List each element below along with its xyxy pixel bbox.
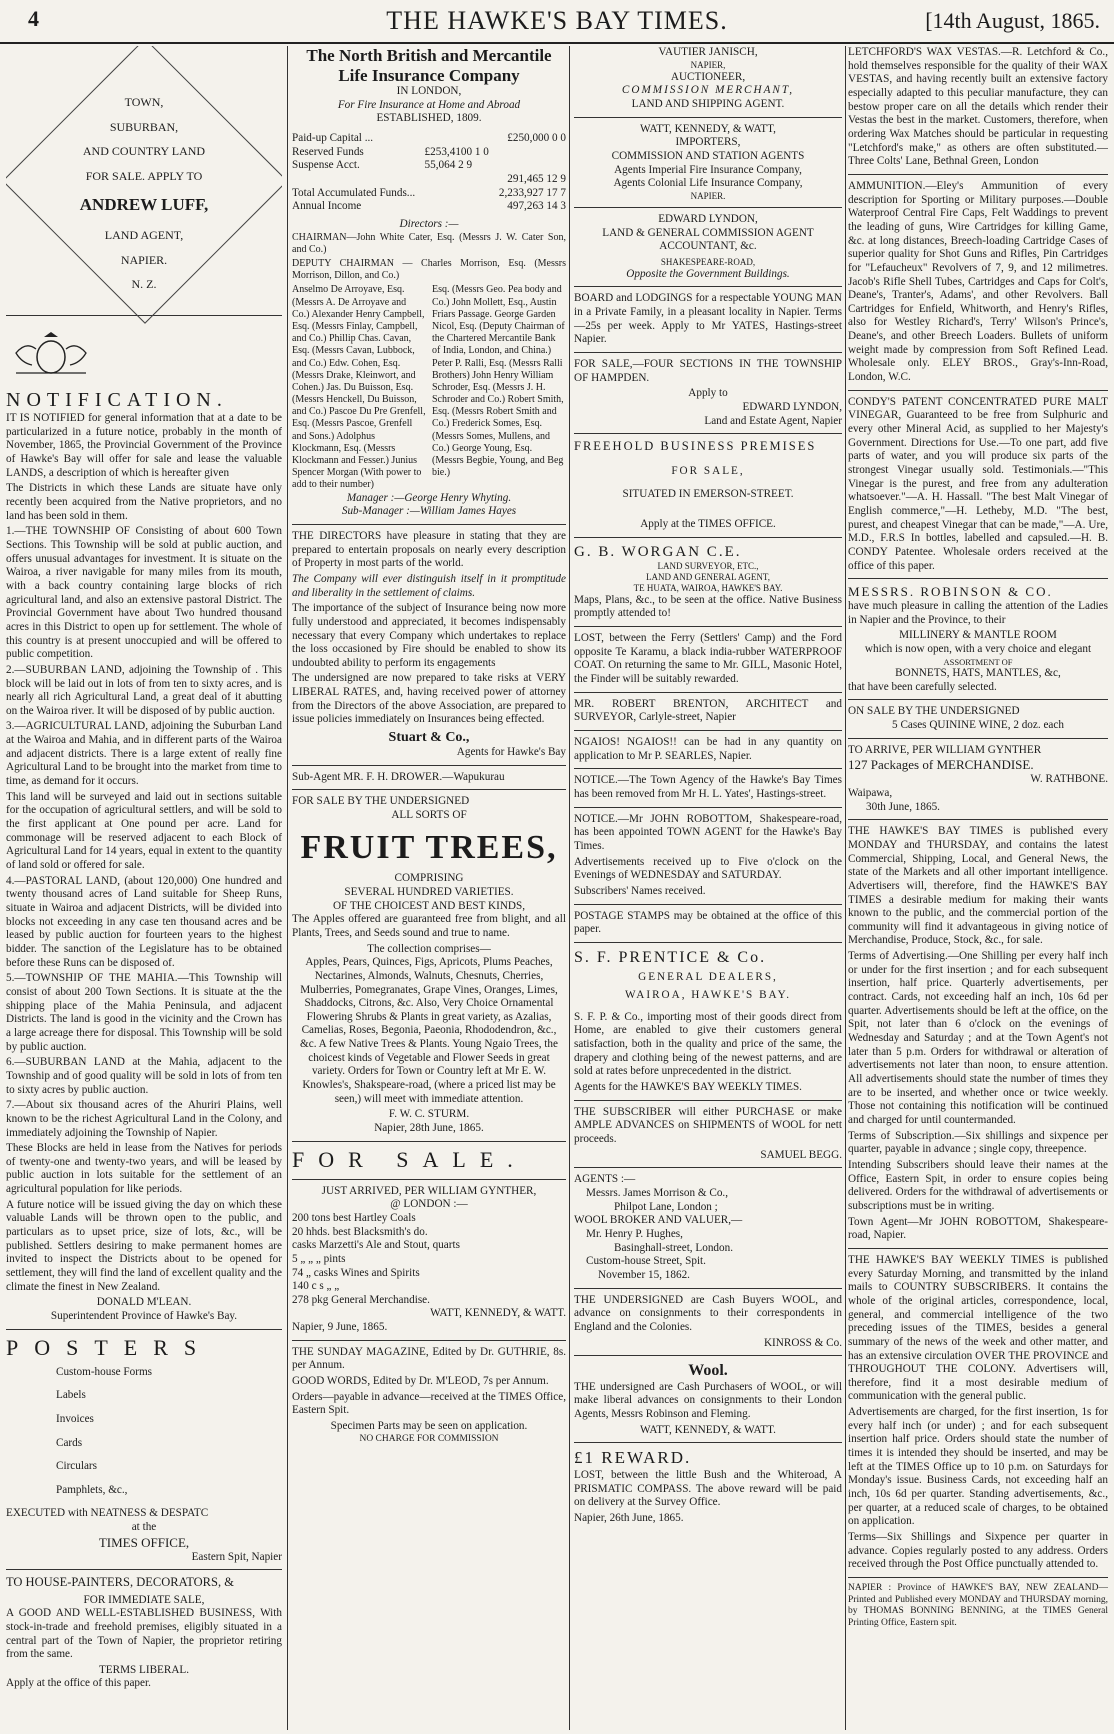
fruit-collection: The collection comprises— [367,942,491,955]
quinine-header: ON SALE BY THE UNDERSIGNED [848,705,1020,718]
royal-crest-icon [6,331,96,377]
goods-signature: WATT, KENNEDY, & WATT. [430,1307,566,1320]
posters-executed: EXECUTED with NEATNESS & DESPATC [6,1507,209,1520]
list-item: Philpot Lane, London ; [614,1200,718,1213]
notice-advertisements: Advertisements received up to Five o'clock on the Evenings of WEDNESDAY and SATURDAY. [574,855,842,882]
house-painters-title: TO HOUSE-PAINTERS, DECORATORS, & [6,1575,234,1590]
fruit-best: OF THE CHOICEST AND BEST KINDS, [332,899,526,912]
ad-line: LAND AND GENERAL AGENT, [646,571,770,582]
posters-title: POSTERS [6,1334,213,1360]
list-item: Pamphlets, &c., [56,1483,128,1496]
ad-line: NAPIER. [120,252,168,267]
list-item: Labels [56,1389,86,1402]
land-sale-text [9,90,279,297]
masthead [0,0,1114,44]
stuart-name: Stuart & Co., [388,730,470,746]
insurance-city: IN LONDON, [396,85,462,98]
begg-signature: SAMUEL BEGG. [760,1148,842,1161]
fruit-several: SEVERAL HUNDRED VARIETIES. [344,885,514,898]
column-rule [287,46,288,1730]
table-row: Reserved Funds £253,4100 1 0 [292,145,489,158]
list-item: Circulars [56,1460,98,1473]
fruit-comprising: COMPRISING [394,872,464,885]
ad-line: IMPORTERS, [675,136,741,149]
ad-line: SUBURBAN, [109,119,179,134]
list-item: Basinghall-street, London. [614,1241,733,1254]
ad-line: VAUTIER JANISCH, [658,46,758,58]
insurance-title: The North British and Mercantile Life Insurance Company [306,46,552,85]
company-note: The Company will ever distinguish itself in it promptitude and liberality in the settlement of claims. [292,572,566,599]
prentice-text: S. F. P. & Co., importing most of their goods direct from Home, are enabled to give their customers general satisfaction, both in the quality and price of the same, the drapery and clothing being of the newest patterns, and are sold at rates before unprecedented in the district. [574,1010,842,1078]
land-sale-ad [9,50,279,310]
list-item: Mr. Henry P. Hughes, [586,1227,683,1240]
list-item: Invoices [56,1412,94,1425]
list-item: 200 tons best Hartley Coals [292,1211,416,1224]
terms-advertising: Terms of Advertising.—One Shilling per every half inch or under for the first insertion ; and for each subsequent insertion, half price. Quarterly advertisements, per contract. Cards, not exceeding half an inch, 10s 6d per quarter. Advertisements should be left at the office, on the Spit, not later than 6 o'clock on the evenings of Wednesday and Saturday ; and at the Town Agent's not later than 5 p.m. Orders for withdrawal or alteration of advertisements not later than noon, to ensure attention. All advertisements should state the number of times they are to be inserted, and whether once or twice weekly. Those not containing this notification will be continued and charged for until countermanded. [848,950,1108,1127]
posters-address: Eastern Spit, Napier [191,1550,282,1563]
postage-stamps: POSTAGE STAMPS may be obtained at the office of this paper. [574,909,842,936]
weekly-advertisements: Advertisements are charged, for the first insertion, 1s for every half inch (or under) ; and for each subsequent insertion half price. Orders should state the number of times it is intended they should be inserted, and may be left at the TIMES Office up to 10 p.m. on Saturdays for Monday's issue. Business Cards, not exceeding half an inch, 10s 6d per quarter. Standing advertisements, &c., per quarter, at a reduced scale of charges, to be obtained on application. [848,1406,1108,1528]
ad-line: Opposite the Government Buildings. [626,267,790,280]
ad-line: LAND & GENERAL COMMISSION AGENT [602,226,814,239]
waipawa: Waipawa, [848,786,893,799]
chairman: CHAIRMAN—John White Cater, Esq. (Messrs J. W. Cater Son, and Co.) [292,231,566,255]
ad-line: COMMISSION AND STATION AGENTS [611,149,805,162]
table-row: Total Accumulated Funds... 2,233,927 17 7 [292,186,566,199]
directors-right: Esq. (Messrs Geo. Pea body and Co.) John Mollett, Esq., Austin Friars Passage. George Garden Nicol, Esq. (Deputy Chairman of the Chartered Mercantile Bank of India, London, and China.) Peter P. Ralli, Esq. (Messrs Ralli Brothers) John Henry William Schroder, Esq. (Messrs J. H. Schroder and Co.) Robert Smith, Esq. (Messrs Robert Smith and Co.) Frederick Somes, Esq. (Messrs Somes, Mullens, and Co.) George Young, Esq. (Messrs Begbie, Young, and Beg bie.) [432,284,565,479]
notice-robottom: NOTICE.—Mr JOHN ROBOTTOM, Shakespeare-road, has been appointed TOWN AGENT for the Hawke's Bay Times. [574,812,842,852]
paragraph: The Districts in which these Lands are situate have only recently been acquired from the Native proprietors, and no land has been sold in them. [6,482,282,522]
robinson-open: which is now open, with a very choice and elegant [864,643,1092,656]
worgan-details [574,561,842,594]
table-row: Paid-up Capital ... £250,000 0 0 [292,132,566,145]
column-2 [292,46,566,1730]
house-terms: TERMS LIBERAL. [98,1663,190,1676]
ad-line: LAND AND SHIPPING AGENT. [631,97,785,110]
freehold-situated: SITUATED IN EMERSON-STREET. [622,488,794,501]
paragraph: 6.—SUBURBAN LAND at the Mahia, adjacent to the Township and of good quality will be sold in lots of from ten to sixty acres by public auction. [6,1056,282,1096]
prentice-agents: Agents for the HAWKE'S BAY WEEKLY TIMES. [574,1081,802,1093]
ad-line: TOWN, [124,95,164,109]
deputy-chairman: DEPUTY CHAIRMAN — Charles Morrison, Esq. (Messrs Morrison, Dillon, and Co.) [292,258,566,282]
freehold-title: FREEHOLD BUSINESS PREMISES [574,439,817,454]
list-item: 278 pkg General Merchandise. [292,1293,430,1306]
table-row: Suspense Acct. 55,064 2 9 [292,159,473,172]
notice-subscribers: Subscribers' Names received. [574,884,706,897]
posters-list [6,1366,282,1498]
for-sale-title: FOR SALE. [292,1146,527,1172]
ammunition-ad: AMMUNITION.—Eley's Ammunition of every description for Sporting or Military purposes.—Double Waterproof Central Fire Caps, Felt Waddings to prevent the leading of guns, Wire Cartridges for killing Game, &c. at long distances, Breech-loading Cartridge Cases of superior quality for Shot Guns and Rifles, Pin Cartridges for "Lefaucheux" Revolvers of 7, 9, and 12 milimetres. Jacob's Rifle Shell Tubes, Cartridges and Caps for Colt's, Deane's, Tranter's, Adams', and other Revolvers. Ball Cartridges for Enfield, Whitworth, and Henry's Rifles, also for Westley Richard's, Terry' Wilson's Prince's, Deane's, and other Breech Loaders. Bullets of uniform weight made by compression from Soft Refined Lead. Wholesale only. ELEY BROS., Gray's-Inn-Road, London, W.C. [848,179,1108,384]
hampden-apply: Apply to [688,387,728,400]
no-charge: NO CHARGE FOR COMMISSION [359,1433,499,1444]
london-header: @ LONDON :— [390,1198,468,1211]
ad-line: FOR SALE. APPLY TO [85,168,203,183]
column-3 [574,46,842,1730]
letchford-ad: LETCHFORD'S WAX VESTAS.—R. Letchford & Co., hold themselves responsible for the quality of their WAX VESTAS, and having recently built an extensive factory especially adapted to this peculiar manufacture, they can bestow proper care on all the details which render their Vestas the best in the market. Customers, therefore, when ordering Wax Matches should be particular in requesting "Letchford's make," as others are often substituted.—Three Colts' Lane, Bethnal Green, London [848,46,1108,168]
directors-left: Anselmo De Arroyave, Esq. (Messrs A. De Arroyave and Co.) Alexander Henry Campbell, Esq. (Messrs Finlay, Campbell, and Co.) Phillip Chas. Cavan, Esq. (Messrs Cavan, Lubbock, and Co.) Edw. Cohen, Esq. (Messrs Drake, Kleinwort, and Cohen.) Jas. Du Buisson, Esq. (Messrs Henckell, Du Buisson, and Co.) Pascoe Du Pre Grenfell, Esq. (Messrs Pascoe, Grenfell and Sons.) Adolphus Klockmann, Esq. (Messrs Klockmann and Fesser.) Junius Spencer Morgan (With power to add to their number) [292,284,426,491]
wool-text: THE undersigned are Cash Purchasers of WOOL, or will make liberal advances on consignments to their London Agents, Messrs Robinson and Fleming. [574,1380,842,1420]
list-item: 140 c s „ „ [292,1280,340,1293]
goods-list [292,1212,566,1308]
list-item: Custom-house Forms [56,1365,153,1378]
paragraph: 3.—AGRICULTURAL LAND, adjoining the Suburban Land at the Wairoa and Mahia, and in different parts of the Wairoa and adjacent districts. There is a large extent of really fine Agricultural Land to be brought into the market from time to time, as demand for it occurs. [6,720,282,788]
ad-line: AND COUNTRY LAND [82,144,206,159]
list-item: 74 „ casks Wines and Spirits [292,1266,420,1279]
weekly-times: THE HAWKE'S BAY WEEKLY TIMES is published every Saturday Morning, and transmitted by the inland mails to COUNTRY SUBSCRIBERS. It contains the whole of the original articles, correspondence, local, general, and commercial intelligence of the two preceding issues of the TIMES, besides a general summary of the news of the week and other matter, and has an extensive circulation OVER THE PROVINCE and THROUGHOUT THE COLONY. Advertisers will, therefore, find it a most desirable medium of communication with the general public. [848,1253,1108,1403]
lost-coat: LOST, between the Ferry (Settlers' Camp) and the Ford opposite Te Karamu, a black india-rubber WATERPROOF COAT. On returning the same to Mr. GILL, Masonic Hotel, the Finder will be suitably rewarded. [574,632,842,686]
column-1 [6,46,282,1730]
column-4 [848,46,1108,1730]
notification-body [6,412,282,1294]
paragraph: 5.—TOWNSHIP OF THE MAHIA.—This Township will consist of about 200 Town Sections. It is situate at the the shipping place of the Mahia Peninsula, and adjacent Districts. The land is good in the vicinity and the Crown has a large acreage there for disposal. This Township will be sold by public auction. [6,972,282,1053]
hampden-signature-title: Land and Estate Agent, Napier [704,414,842,427]
issue-date: [14th August, 1865. [925,8,1100,33]
house-sale: FOR IMMEDIATE SALE, [83,1593,205,1606]
insurance-established: ESTABLISHED, 1809. [376,112,482,125]
prentice-title: S. F. PRENTICE & Co. [574,948,767,966]
worgan-name: G. B. WORGAN C.E. [574,543,742,560]
list-item: 20 hhds. best Blacksmith's do. [292,1225,428,1238]
column-rule [845,46,846,1730]
weekly-terms: Terms—Six Shillings and Sixpence per quarter in advance. Copies regularly posted to any address. Orders received through the Post Office punctually attended to. [848,1531,1108,1571]
paragraph: This land will be surveyed and laid out in sections suitable for the occupation of agricultural settlers, and will be sold to the first applicant at One pound per acre. Land for commonage will be reserved adjacent to each Block of Agricultural Land for 14 years, equal in extent to the quantity of land sold or offered for sale. [6,790,282,872]
reward-text: LOST, between the little Bush and the Whiteroad, A PRISMATIC COMPASS. The above reward will be paid on delivery at the Survey Office. [574,1469,842,1509]
lyndon-ad [574,213,842,282]
ad-line: NAPIER. [690,190,726,201]
signature-title: Superintendent Province of Hawke's Bay. [50,1310,238,1323]
table-row: Annual Income 497,263 14 3 [292,200,566,213]
fruit-list: Apples, Pears, Quinces, Figs, Apricots, Plums Peaches, Nectarines, Almonds, Walnuts, Chesnuts, Cherries, Mulberries, Pomegranates, Grape Vines, Oranges, Limes, Shaddocks, Citrons, &c. Also, Very Choice Ornamental Flowering Shrubs & Plants in great variety, as Azalias, Camelias, Roses, Begonia, Paeonia, Rhododendron, &c., &c. A few Native Trees & Plants. Young Ngaio Trees, the choicest kinds of Vegetable and Flower Seeds in great variety. Orders for Town or Country left at Mr E. W. Knowles's, Shakspeare-road, (where a priced list may be seen,) will meet with immediate attention. [300,956,558,1105]
fruit-date: Napier, 28th June, 1865. [374,1122,484,1135]
paragraph: A future notice will be issued giving the day on which these valuable Lands will be thrown open to the public, and particulars as to upset price, size of lots, &c., will be published. Settlers desiring to make permanent homes are invited to inspect the Districts about to be opened for settlement, they will find the land of excellent quality and the climate the finest in New Zealand. [6,1198,282,1293]
condy-ad: CONDY'S PATENT CONCENTRATED PURE MALT VINEGAR, Guaranteed to be free from Sulphuric and every other Mineral Acid, as supplied to her Majesty's Government. Directions for Use.—To one part, add five parts of water, and you will produce six parts of the strongest Vinegar usually sold. Testimonials.—"This Vinegar is the purest, and free from any adulteration whatsoever."—A. H. Hassall. "The best Malt Vinegar of English commerce,"—H. Letheby, M.D. "The best, purest, and cheapest Vinegar that can be made,"—A. Ure, M.D., F.R.S In bottles, labelled and capsuled.—H. B. CONDY Patentee. Wholesale orders received at the office of this paper. [848,395,1108,572]
paragraph: 7.—About six thousand acres of the Ahuriri Plains, well known to be the richest Agricultural Land in the Colony, and immediately adjoining the Township of Napier. [6,1099,282,1139]
insurance-tagline: For Fire Insurance at Home and Abroad [337,98,521,111]
board-lodgings: BOARD and LODGINGS for a respectable YOUNG MAN in a Private Family, in a pleasant locality in Napier. Terms—25s per week. Apply to Mr YATES, Hastings-street Napier. [574,292,842,346]
robinson-selected: that have been carefully selected. [848,680,997,693]
good-words: GOOD WORDS, Edited by Dr. M'LEOD, 7s per Annum. [292,1375,549,1388]
paragraph: These Blocks are held in lease from the Natives for periods of twenty-one and twenty-two years, and will be leased by public auction in lots suitable for the settlement of an agricultural population for like periods. [6,1142,282,1196]
hampden-signature: EDWARD LYNDON, [742,401,842,414]
importance-text: The importance of the subject of Insurance being now more fully understood and appreciated, it becomes indispensably necessary that every Company which undertakes to replace the loss occasioned by Fire should be enabled to show its undoubted ability to perform its engagements [292,602,566,669]
page-number: 4 [28,6,39,31]
goods-date: Napier, 9 June, 1865. [292,1321,388,1334]
ad-line: ACCOUNTANT, &c. [659,240,757,253]
notification-title: NOTIFICATION. [6,388,228,411]
imprint: NAPIER : Province of HAWKE'S BAY, NEW ZEALAND—Printed and Published every MONDAY and THURSDAY morning, by THOMAS BONNING BENNING, at the TIMES General Printing Office, Eastern spit. [848,1583,1108,1628]
paragraph: 4.—PASTORAL LAND, (about 120,000) One hundred and twenty thousand acres of Land suitable for Sheep Runs, situate in Wairoa and adjacent Districts, will be divided into blocks not exceeding in any case ten thousand acres and be leased by public auction for fourteen years to the highest bidder. The sanction of the Legislature has to be obtained before these Runs can be disposed of. [6,874,282,969]
list-item: Messrs. James Morrison & Co., [586,1186,729,1199]
fruit-all: ALL SORTS OF [391,809,467,822]
kinross-signature: KINROSS & Co. [763,1336,842,1349]
table-row: 291,465 12 9 [507,173,566,186]
rathbone-signature: W. RATHBONE. [1030,773,1108,786]
ad-name: ANDREW LUFF, [79,195,209,215]
robinson-room: MILLINERY & MANTLE ROOM [899,629,1057,642]
janisch-ad [574,46,842,112]
ad-line: LAND SURVEYOR, ETC., [657,560,759,571]
ad-line: N. Z. [131,277,157,292]
wool-title: Wool. [688,1362,728,1380]
paragraph: 2.—SUBURBAN LAND, adjoining the Township of . This block will be laid out in lots of from ten to sixty acres, and is nearly all rich Agricultural Land, a great deal of it abutting on the Wairoa river. It will be disposed of by public auction. [6,663,282,717]
prentice-dealers: GENERAL DEALERS, [638,971,778,984]
house-description: A GOOD AND WELL-ESTABLISHED BUSINESS, With stock-in-trade and freehold premises, eligibly situated in a central part of the Town of Napier, the proprietor retiring from the same. [6,1607,282,1661]
ad-line: Agents Colonial Life Insurance Company, [613,177,803,190]
list-item: Cards [56,1436,83,1449]
directors-list [292,284,566,491]
list-item: Custom-house Street, Spit. [586,1255,706,1268]
house-apply: Apply at the office of this paper. [6,1677,151,1690]
sub-agent: Sub-Agent MR. F. H. DROWER.—Wapukurau [292,770,505,783]
arrive-text: 127 Packages of MERCHANDISE. [848,757,1034,773]
orders-text: Orders—payable in advance—received at the TIMES Office, Eastern Spit. [292,1390,566,1417]
ad-line: AUCTIONEER, [670,70,746,83]
robinson-title: MESSRS. ROBINSON & CO. [848,584,1053,600]
ad-line: LAND AGENT, [104,228,184,243]
freehold-apply: Apply at the TIMES OFFICE. [640,517,776,530]
column-rule [569,46,570,1730]
directors-heading: Directors :— [399,218,459,230]
prentice-place: WAIROA, HAWKE'S BAY. [624,989,792,1002]
newspaper-title: THE HAWKE'S BAY TIMES. [386,6,728,35]
ngaios-ad: NGAIOS! NGAIOS!! can be had in any quantity on application to Mr P. SEARLES, Napier. [574,736,842,762]
fruit-signature: F. W. C. STURM. [388,1108,470,1121]
freehold-sale: FOR SALE, [671,464,745,477]
ad-line: NAPIER, [690,59,726,70]
paragraph: IT IS NOTIFIED for general information that at a date to be particularized in a future notice, probably in the month of November, 1865, the Provincial Government of the Province of Hawke's Bay will offer for sale and lease the valuable LANDS, a description of which is hereafter given [6,412,282,479]
list-item: casks Marzetti's Ale and Stout, quarts [292,1239,460,1252]
notice-agency: NOTICE.—The Town Agency of the Hawke's Bay Times has been removed from Mr H. L. Yates', Hastings-street. [574,774,842,800]
kinross-ad: THE UNDERSIGNED are Cash Buyers WOOL, and advance on consignments to their correspondents in England and the Colonies. [574,1293,842,1333]
posters-at: at the [131,1521,157,1534]
manager: Manager :—George Henry Whyting. [346,491,512,504]
financial-table [292,132,566,214]
watt-ad [574,123,842,202]
times-description: THE HAWKE'S BAY TIMES is published every MONDAY and THURSDAY, and contains the latest Commercial, Shipping, Local, and General News, the state of the Markets and all other important intelligence. Advertisers will, therefore, find the HAWKE'S BAY TIMES a desirable medium for making their wants known to the public, and the commercial portion of the community will find it advantageous in giving notice of Merchandise, Produce, Stock, &c., for sale. [848,825,1108,947]
list-item: November 15, 1862. [598,1268,690,1281]
list-item: 5 „ „ „ pints [292,1252,346,1265]
ad-line: TE HUATA, WAIROA, HAWKE'S BAY. [633,582,783,593]
hampden-sale: FOR SALE,—FOUR SECTIONS IN THE TOWNSHIP OF HAMPDEN. [574,358,842,384]
robinson-text: have much pleasure in calling the attention of the Ladies in Napier and the Province, to their [848,600,1108,626]
paragraph: 1.—THE TOWNSHIP OF Consisting of about 600 Town Sections. This Township will be sold at public auction, and offers unusual advantages for investment. It is situate on the Wairoa, a river navigable for many miles from its mouth, with a back country containing large blocks of rich agricultural land, and also an extensive pastoral District. The Provincial Government have about Two hundred thousand acres in this District to open up for settlement. The whole of this country is at present unoccupied and will be offered to public competition. [6,525,282,661]
intending-subscribers: Intending Subscribers should leave their names at the Office, Eastern Spit, in order to ensure copies being delivered. Orders for the withdrawal of advertisements or subscriptions must be in writing. [848,1158,1108,1212]
fruit-guarantee: The Apples offered are guaranteed free from blight, and all Plants, Trees, and Seeds sound and true to name. [292,913,566,939]
brenton-ad: MR. ROBERT BRENTON, ARCHITECT and SURVEYOR, Carlyle-street, Napier [574,697,842,724]
ad-line: COMMISSION MERCHANT, [621,84,795,97]
sunday-magazine: THE SUNDAY MAGAZINE, Edited by Dr. GUTHRIE, 8s. per Annum. [292,1345,566,1372]
arrive-header: TO ARRIVE, PER WILLIAM GYNTHER [848,743,1042,756]
wool-signature: WATT, KENNEDY, & WATT. [640,1423,776,1436]
robinson-bonnets: BONNETS, HATS, MANTLES, &c, [895,667,1061,680]
ad-line: WATT, KENNEDY, & WATT, [640,122,776,135]
posters-office: TIMES OFFICE, [98,1534,190,1550]
ad-line: Agents Imperial Fire Insurance Company, [614,163,802,176]
sub-manager: Sub-Manager :—William James Hayes [341,505,517,518]
terms-subscription: Terms of Subscription.—Six shillings and sixpence per quarter, payable in advance ; single copy, threepence. [848,1129,1108,1156]
worgan-maps: Maps, Plans, &c., to be seen at the office. Native Business promptly attended to! [574,593,842,620]
town-agent: Town Agent—Mr JOHN ROBOTTOM, Shakespeare-road, Napier. [848,1215,1108,1242]
reward-title: £1 REWARD. [574,1448,692,1468]
ad-line: EDWARD LYNDON, [658,212,758,225]
list-item: WOOL BROKER AND VALUER,— [574,1214,743,1227]
fruit-title: FRUIT TREES, [300,828,558,866]
directors-text: THE DIRECTORS have pleasure in stating that they are prepared to entertain proposals on nearly every description of Property in most parts of the world. [292,529,566,570]
stuart-sub: Agents for Hawke's Bay [456,746,566,759]
quinine-text: 5 Cases QUININE WINE, 2 doz. each [892,719,1064,732]
undersigned-text: The undersigned are now prepared to take risks at VERY LIBERAL RATES, and, having received power of attorney from the Directors of the above Association, are prepared to issue policies immediately on Insurances being effected. [292,672,566,726]
waipawa-date: 30th June, 1865. [866,800,940,813]
list-item: AGENTS :— [574,1173,636,1186]
specimen-text: Specimen Parts may be seen on application. [330,1420,528,1433]
begg-ad: THE SUBSCRIBER will either PURCHASE or make AMPLE ADVANCES on SHIPMENTS of WOOL for nett proceeds. [574,1105,842,1145]
agents-list [574,1173,842,1282]
fruit-header: FOR SALE BY THE UNDERSIGNED [292,795,470,808]
signature: DONALD M'LEAN. [96,1296,192,1309]
ad-line: SHAKESPEARE-ROAD, [660,256,756,267]
reward-date: Napier, 26th June, 1865. [574,1512,684,1524]
robinson-assortment: ASSORTMENT OF [943,656,1013,667]
gynther-header: JUST ARRIVED, PER WILLIAM GYNTHER, [321,1184,537,1197]
